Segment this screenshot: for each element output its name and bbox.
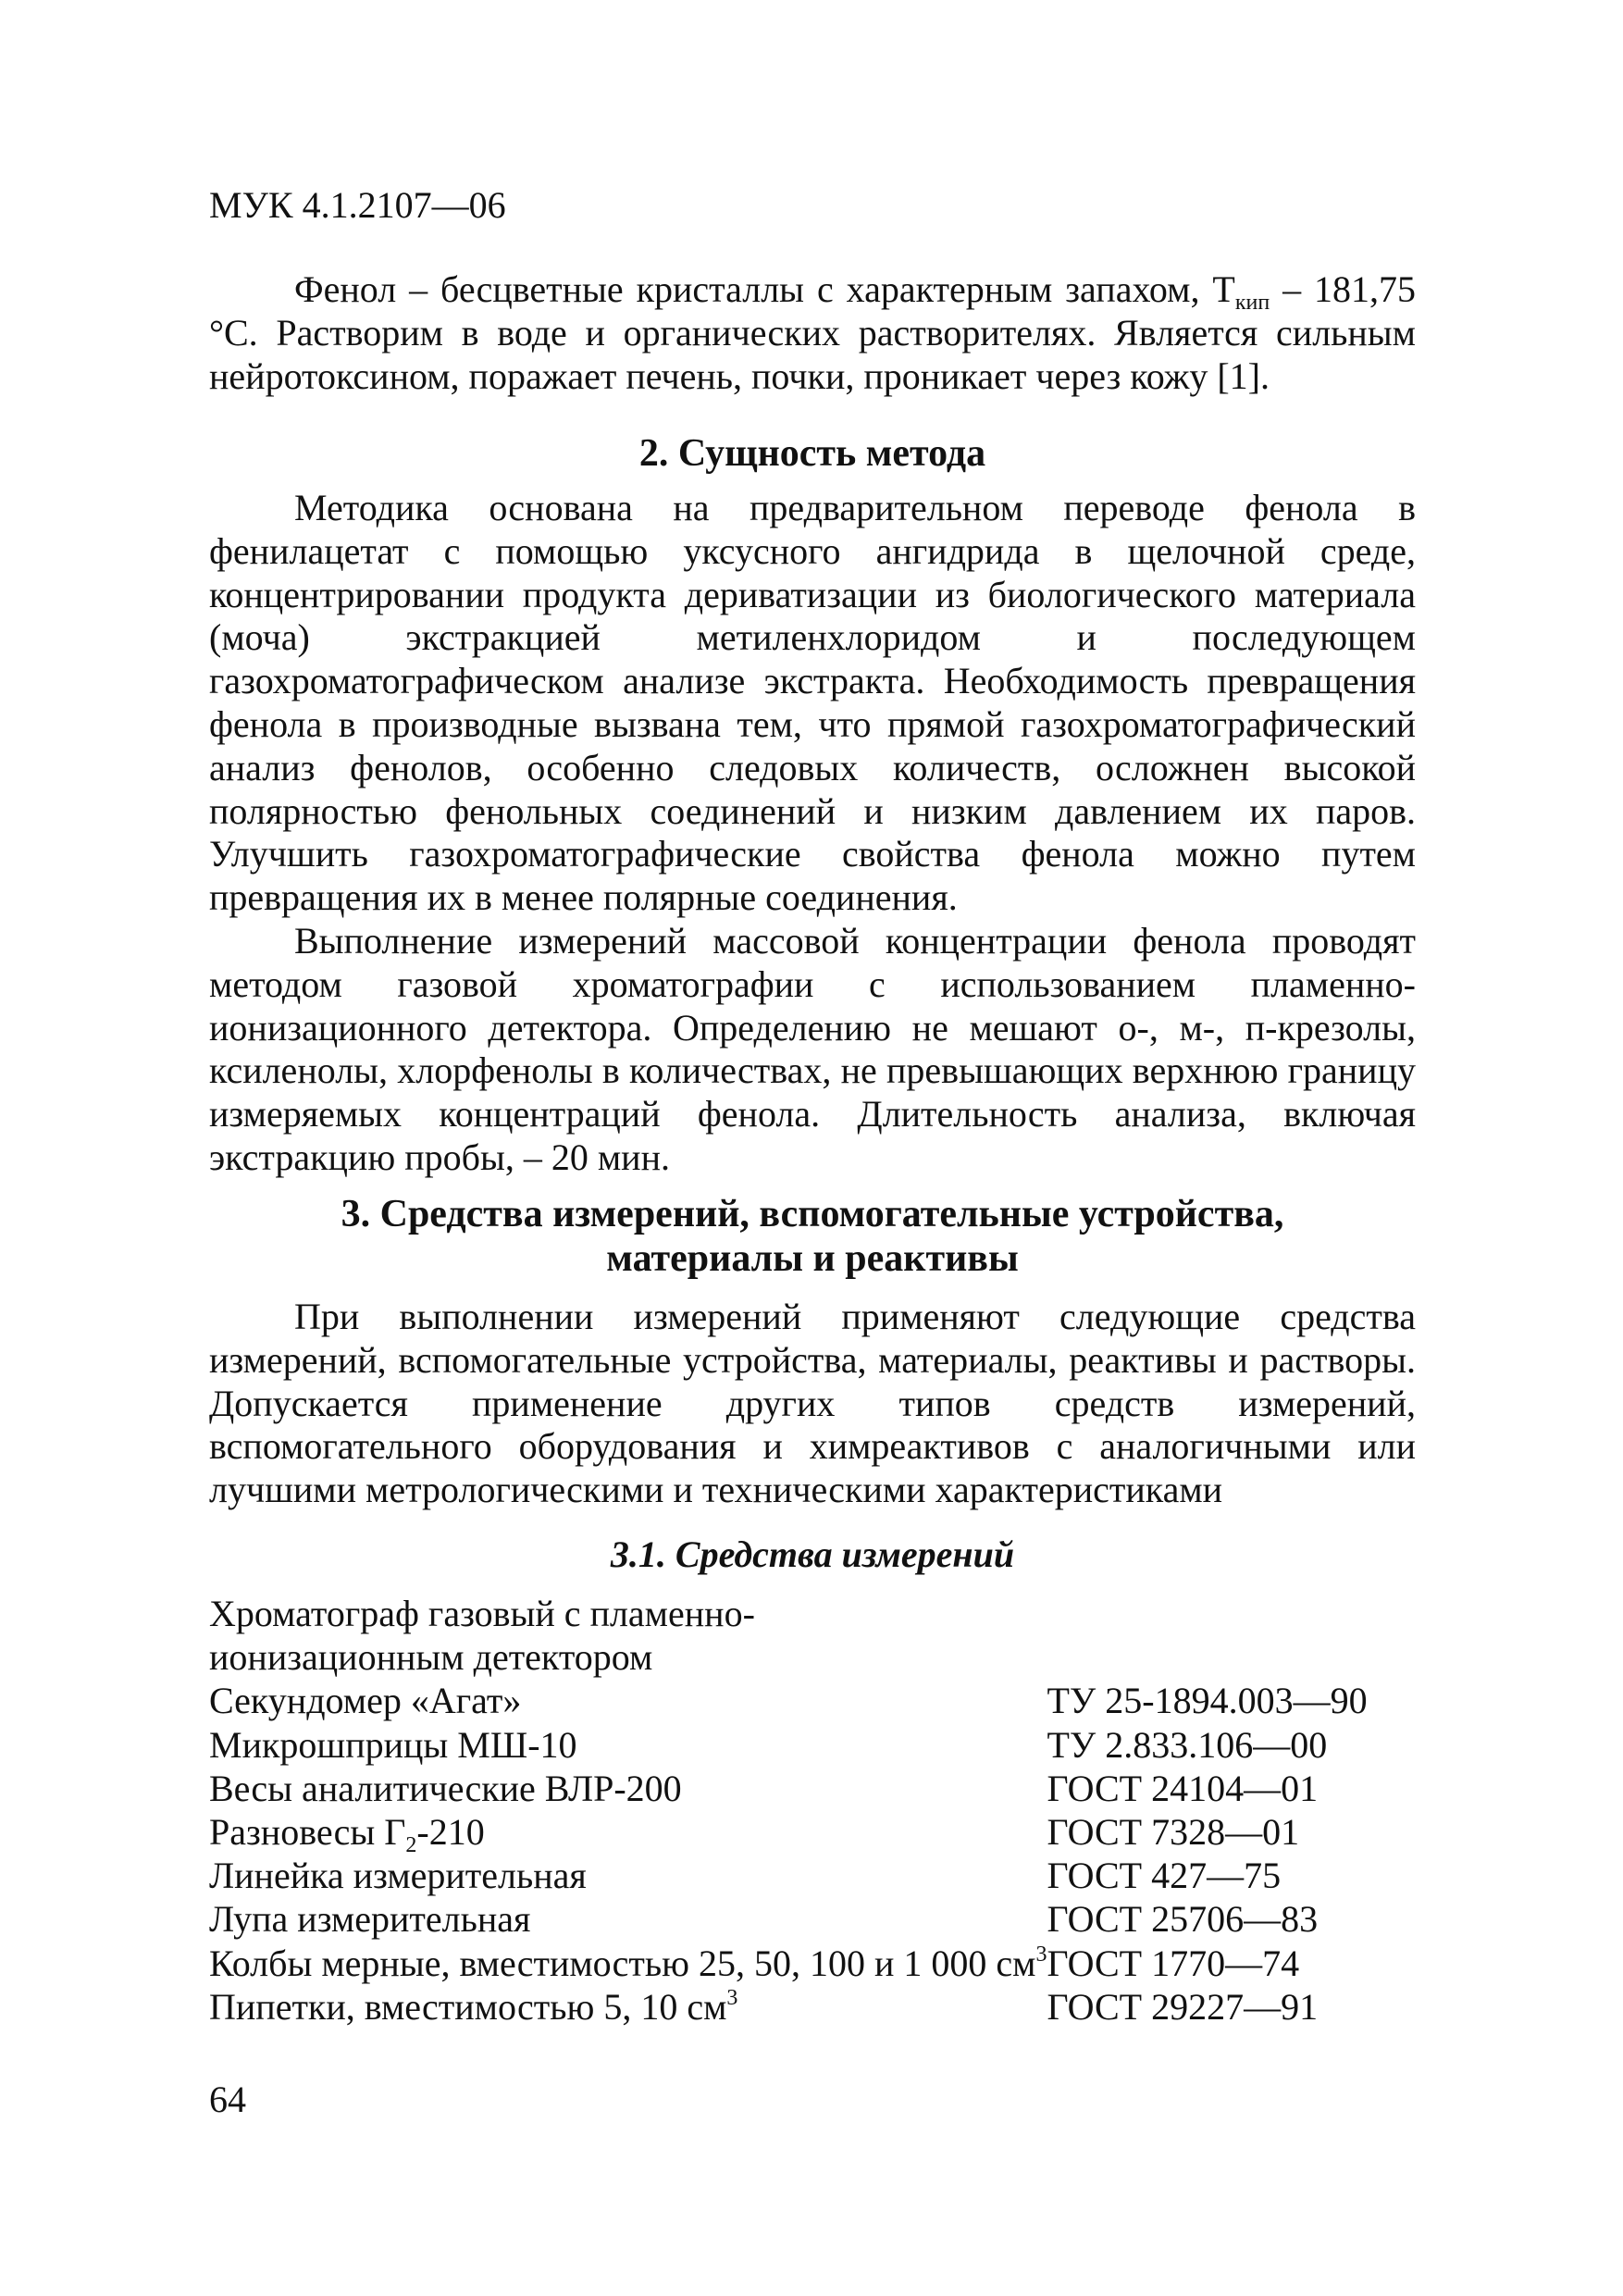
equipment-name-superscript: 3 (726, 1985, 738, 2010)
section-3-heading-line-1: 3. Средства измерений, вспомогательные устройства, (341, 1193, 1284, 1235)
list-item (209, 1723, 1440, 1767)
equipment-name: Хроматограф газовый с пламенно- (209, 1593, 755, 1634)
subsection-3-1 (209, 1533, 1416, 1577)
equipment-name: Весы аналитические ВЛР-200 (209, 1767, 682, 1809)
boiling-subscript: кип (1234, 291, 1270, 315)
section-3-paragraph-1: При выполнении измерений применяют следующие средства измерений, вспомогательные устройства, материалы, реактивы и растворы. Допускается применение других типов средств измерений, вспомогательного оборудования и химреактивов с аналогичными или лучшими метрологическими и техническими характеристиками (209, 1296, 1416, 1511)
intro-lead: Фенол – бесцветные кристаллы с характерным запахом, Т (294, 268, 1235, 310)
section-3-body (209, 1296, 1416, 1512)
list-item (209, 1592, 1440, 1635)
equipment-standard: ТУ 2.833.106—00 (1047, 1723, 1328, 1766)
equipment-standard: ГОСТ 1770—74 (1047, 1942, 1300, 1984)
list-item (209, 1942, 1440, 1985)
intro-paragraph (209, 268, 1416, 398)
equipment-name: ионизационным детектором (209, 1636, 653, 1679)
intro-block (209, 268, 1416, 398)
equipment-name-subscript: 2 (405, 1833, 417, 1858)
list-item (209, 1679, 1440, 1722)
list-item (209, 1854, 1440, 1897)
equipment-name-part: Разновесы Г (209, 1811, 406, 1854)
list-item (209, 1635, 1440, 1679)
list-item (209, 1985, 1440, 2029)
equipment-standard: ГОСТ 24104—01 (1047, 1767, 1319, 1809)
section-2-paragraph-2: Выполнение измерений массовой концентрации фенола проводят методом газовой хроматографии с использованием пламенно-ионизационного детектора. Определению не мешают о-, м-, п-крезолы, ксиленолы, хлорфенолы в количествах, не превышающих верхнюю границу измеряемых концентраций фенола. Длительность анализа, включая экстракцию пробы, – 20 мин. (209, 919, 1416, 1178)
section-3-heading-line-2: материалы и реактивы (606, 1237, 1019, 1280)
equipment-standard: ГОСТ 7328—01 (1047, 1811, 1300, 1854)
equipment-list (209, 1592, 1440, 2029)
running-head: МУК 4.1.2107—06 (209, 184, 506, 226)
equipment-name (209, 1942, 1047, 1985)
section-2-paragraph-1: Методика основана на предварительном переводе фенола в фенилацетат с помощью уксусного ангидрида в щелочной среде, концентрировании продукта дериватизации из биологического материала (моча) экстракцией метиленхлоридом и последующем газохроматографическом анализе экстракта. Необходимость превращения фенола в производные вызвана тем, что прямой газохроматографический анализ фенолов, особенно следовых количеств, осложнен высокой полярностью фенольных соединений и низким давлением их паров. Улучшить газохроматографические свойства фенола можно путем превращения их в менее полярные соединения. (209, 487, 1416, 919)
section-2-heading: 2. Сущность метода (638, 432, 986, 475)
equipment-standard (1047, 1592, 1441, 1635)
list-item (209, 1897, 1440, 1941)
page-number: 64 (209, 2079, 246, 2120)
section-2 (209, 431, 1416, 476)
intro-rest: – 181,75 °С. Растворим в воде и органических растворителях. Является сильным нейротоксином, поражает печень, почки, проникает через кожу [1]. (209, 268, 1417, 397)
section-2-body (209, 487, 1416, 1180)
equipment-name-part: Колбы мерные, вместимостью 25, 50, 100 и 1 000 см (209, 1942, 1036, 1984)
equipment-name: Лупа измерительная (209, 1898, 531, 1941)
equipment-name: Микрошприцы МШ-10 (209, 1723, 577, 1766)
equipment-name: Линейка измерительная (209, 1855, 587, 1897)
equipment-name-part: Пипетки, вместимостью 5, 10 см (209, 1985, 727, 2028)
subsection-3-1-heading: 3.1. Средства измерений (610, 1533, 1015, 1575)
equipment-standard: ГОСТ 29227—91 (1047, 1985, 1319, 2028)
equipment-name-part: -210 (416, 1811, 485, 1854)
equipment-standard: ТУ 25-1894.003—90 (1047, 1680, 1368, 1722)
list-item (209, 1767, 1440, 1810)
list-item (209, 1810, 1440, 1854)
equipment-name (209, 1810, 1047, 1858)
equipment-name: Секундомер «Агат» (209, 1680, 522, 1722)
equipment-name (209, 1985, 1047, 2029)
equipment-standard (1047, 1635, 1441, 1679)
equipment-standard: ГОСТ 25706—83 (1047, 1898, 1319, 1941)
equipment-standard: ГОСТ 427—75 (1047, 1855, 1282, 1897)
section-3 (209, 1192, 1416, 1281)
equipment-name-superscript: 3 (1035, 1942, 1047, 1967)
